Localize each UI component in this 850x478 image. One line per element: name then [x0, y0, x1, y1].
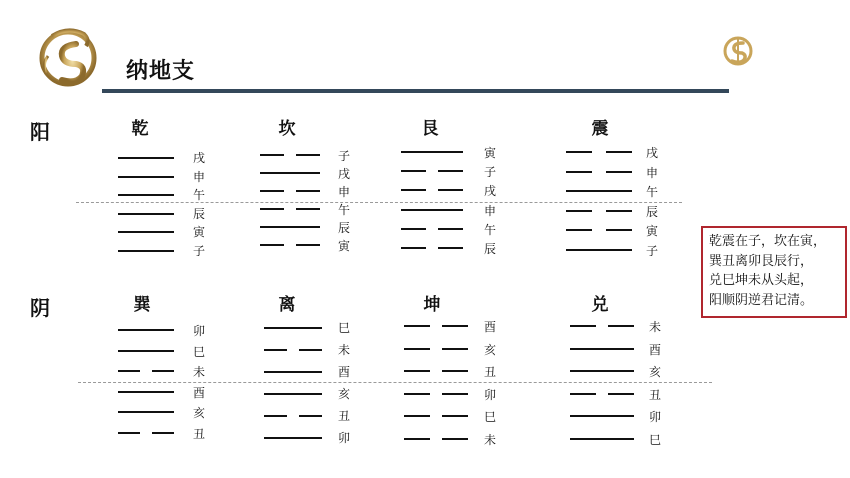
earthly-branch-label: 申 [192, 170, 205, 184]
hexagram-name: 巽 [133, 295, 151, 315]
yin-line [404, 325, 468, 327]
earthly-branch-label: 酉 [192, 386, 205, 400]
yang-line [401, 209, 463, 211]
earthly-branch-label: 亥 [337, 387, 350, 401]
earthly-branch-label: 巳 [192, 345, 205, 359]
yin-line [401, 228, 463, 230]
earthly-branch-label: 寅 [645, 224, 658, 238]
earthly-branch-label: 戌 [192, 151, 205, 165]
earthly-branch-label: 寅 [337, 239, 350, 253]
hexagram-name: 离 [278, 295, 296, 315]
yin-line [260, 208, 320, 210]
earthly-branch-label: 卯 [483, 388, 496, 402]
yin-line [570, 393, 634, 395]
yin-line [566, 229, 632, 231]
yin-line [260, 154, 320, 156]
earthly-branch-label: 卯 [337, 431, 350, 445]
earthly-branch-label: 申 [483, 204, 496, 218]
yang-line [260, 226, 320, 228]
earthly-branch-label: 卯 [648, 410, 661, 424]
rhyme-line-2: 巽丑离卯艮辰行， [709, 253, 814, 269]
dragon-logo-icon [38, 24, 106, 92]
yin-line [404, 415, 468, 417]
earthly-branch-label: 未 [192, 365, 205, 379]
earthly-branch-label: 申 [645, 166, 658, 180]
earthly-branch-label: 午 [483, 223, 496, 237]
yang-line [264, 393, 322, 395]
hexagram-name: 坎 [278, 119, 296, 139]
yang-line [118, 391, 174, 393]
earthly-branch-label: 亥 [192, 406, 205, 420]
earthly-branch-label: 辰 [337, 221, 350, 235]
earthly-branch-label: 戌 [645, 146, 658, 160]
earthly-branch-label: 子 [192, 244, 205, 258]
earthly-branch-label: 酉 [483, 320, 496, 334]
earthly-branch-label: 丑 [192, 427, 205, 441]
yin-line [401, 170, 463, 172]
yang-line [264, 371, 322, 373]
earthly-branch-label: 戌 [337, 167, 350, 181]
yin-line [566, 210, 632, 212]
yang-line [401, 151, 463, 153]
yin-line [264, 415, 322, 417]
earthly-branch-label: 酉 [337, 365, 350, 379]
yin-line [118, 370, 174, 372]
rhyme-box [701, 226, 847, 318]
earthly-branch-label: 午 [192, 188, 205, 202]
earthly-branch-label: 午 [645, 185, 658, 199]
divider-top [76, 202, 682, 203]
earthly-branch-label: 子 [645, 244, 658, 258]
dragon-logo-small-icon [722, 32, 754, 70]
earthly-branch-label: 亥 [648, 365, 661, 379]
rhyme-line-1: 乾震在子，坎在寅， [709, 234, 827, 249]
yang-line [118, 194, 174, 196]
earthly-branch-label: 丑 [648, 388, 661, 402]
earthly-branch-label: 戌 [483, 184, 496, 198]
hexagram-name: 艮 [421, 119, 439, 139]
earthly-branch-label: 寅 [483, 146, 496, 160]
earthly-branch-label: 申 [337, 185, 350, 199]
yin-line [404, 348, 468, 350]
hexagram-name: 坤 [423, 295, 441, 315]
yin-line [260, 190, 320, 192]
earthly-branch-label: 辰 [483, 242, 496, 256]
title-underline [102, 89, 729, 93]
yin-line [570, 325, 634, 327]
earthly-branch-label: 午 [337, 203, 350, 217]
yang-line [118, 250, 174, 252]
earthly-branch-label: 寅 [192, 225, 205, 239]
yang-line [118, 231, 174, 233]
yang-label: 阳 [30, 120, 50, 144]
yang-line [264, 327, 322, 329]
earthly-branch-label: 酉 [648, 343, 661, 357]
yin-line [404, 438, 468, 440]
yang-line [570, 370, 634, 372]
earthly-branch-label: 未 [648, 320, 661, 334]
rhyme-line-4: 阳顺阴逆君记清。 [709, 292, 814, 308]
yang-line [118, 213, 174, 215]
hexagram-name: 震 [591, 119, 609, 139]
yang-line [570, 438, 634, 440]
earthly-branch-label: 巳 [337, 321, 350, 335]
earthly-branch-label: 亥 [483, 343, 496, 357]
earthly-branch-label: 子 [337, 149, 350, 163]
yin-line [401, 247, 463, 249]
yin-label: 阴 [30, 296, 50, 320]
yang-line [566, 249, 632, 251]
earthly-branch-label: 丑 [483, 365, 496, 379]
yin-line [404, 393, 468, 395]
yin-line [264, 349, 322, 351]
yang-line [260, 172, 320, 174]
rhyme-line-3: 兑巳坤未从头起， [709, 273, 814, 288]
hexagram-name: 兑 [591, 295, 609, 315]
yang-line [570, 415, 634, 417]
divider-bottom [78, 382, 712, 383]
earthly-branch-label: 未 [483, 433, 496, 447]
yin-line [118, 432, 174, 434]
yang-line [118, 157, 174, 159]
earthly-branch-label: 丑 [337, 409, 350, 423]
yin-line [260, 244, 320, 246]
earthly-branch-label: 卯 [192, 324, 205, 338]
page-title: 纳地支 [126, 58, 196, 84]
earthly-branch-label: 巳 [648, 433, 661, 447]
yin-line [404, 370, 468, 372]
hexagram-name: 乾 [131, 119, 149, 139]
yang-line [118, 350, 174, 352]
yin-line [566, 171, 632, 173]
earthly-branch-label: 子 [483, 165, 496, 179]
yang-line [566, 190, 632, 192]
yang-line [118, 176, 174, 178]
earthly-branch-label: 辰 [192, 207, 205, 221]
earthly-branch-label: 未 [337, 343, 350, 357]
earthly-branch-label: 巳 [483, 410, 496, 424]
earthly-branch-label: 辰 [645, 205, 658, 219]
yin-line [401, 189, 463, 191]
yin-line [566, 151, 632, 153]
yang-line [118, 411, 174, 413]
yang-line [118, 329, 174, 331]
yang-line [570, 348, 634, 350]
yang-line [264, 437, 322, 439]
